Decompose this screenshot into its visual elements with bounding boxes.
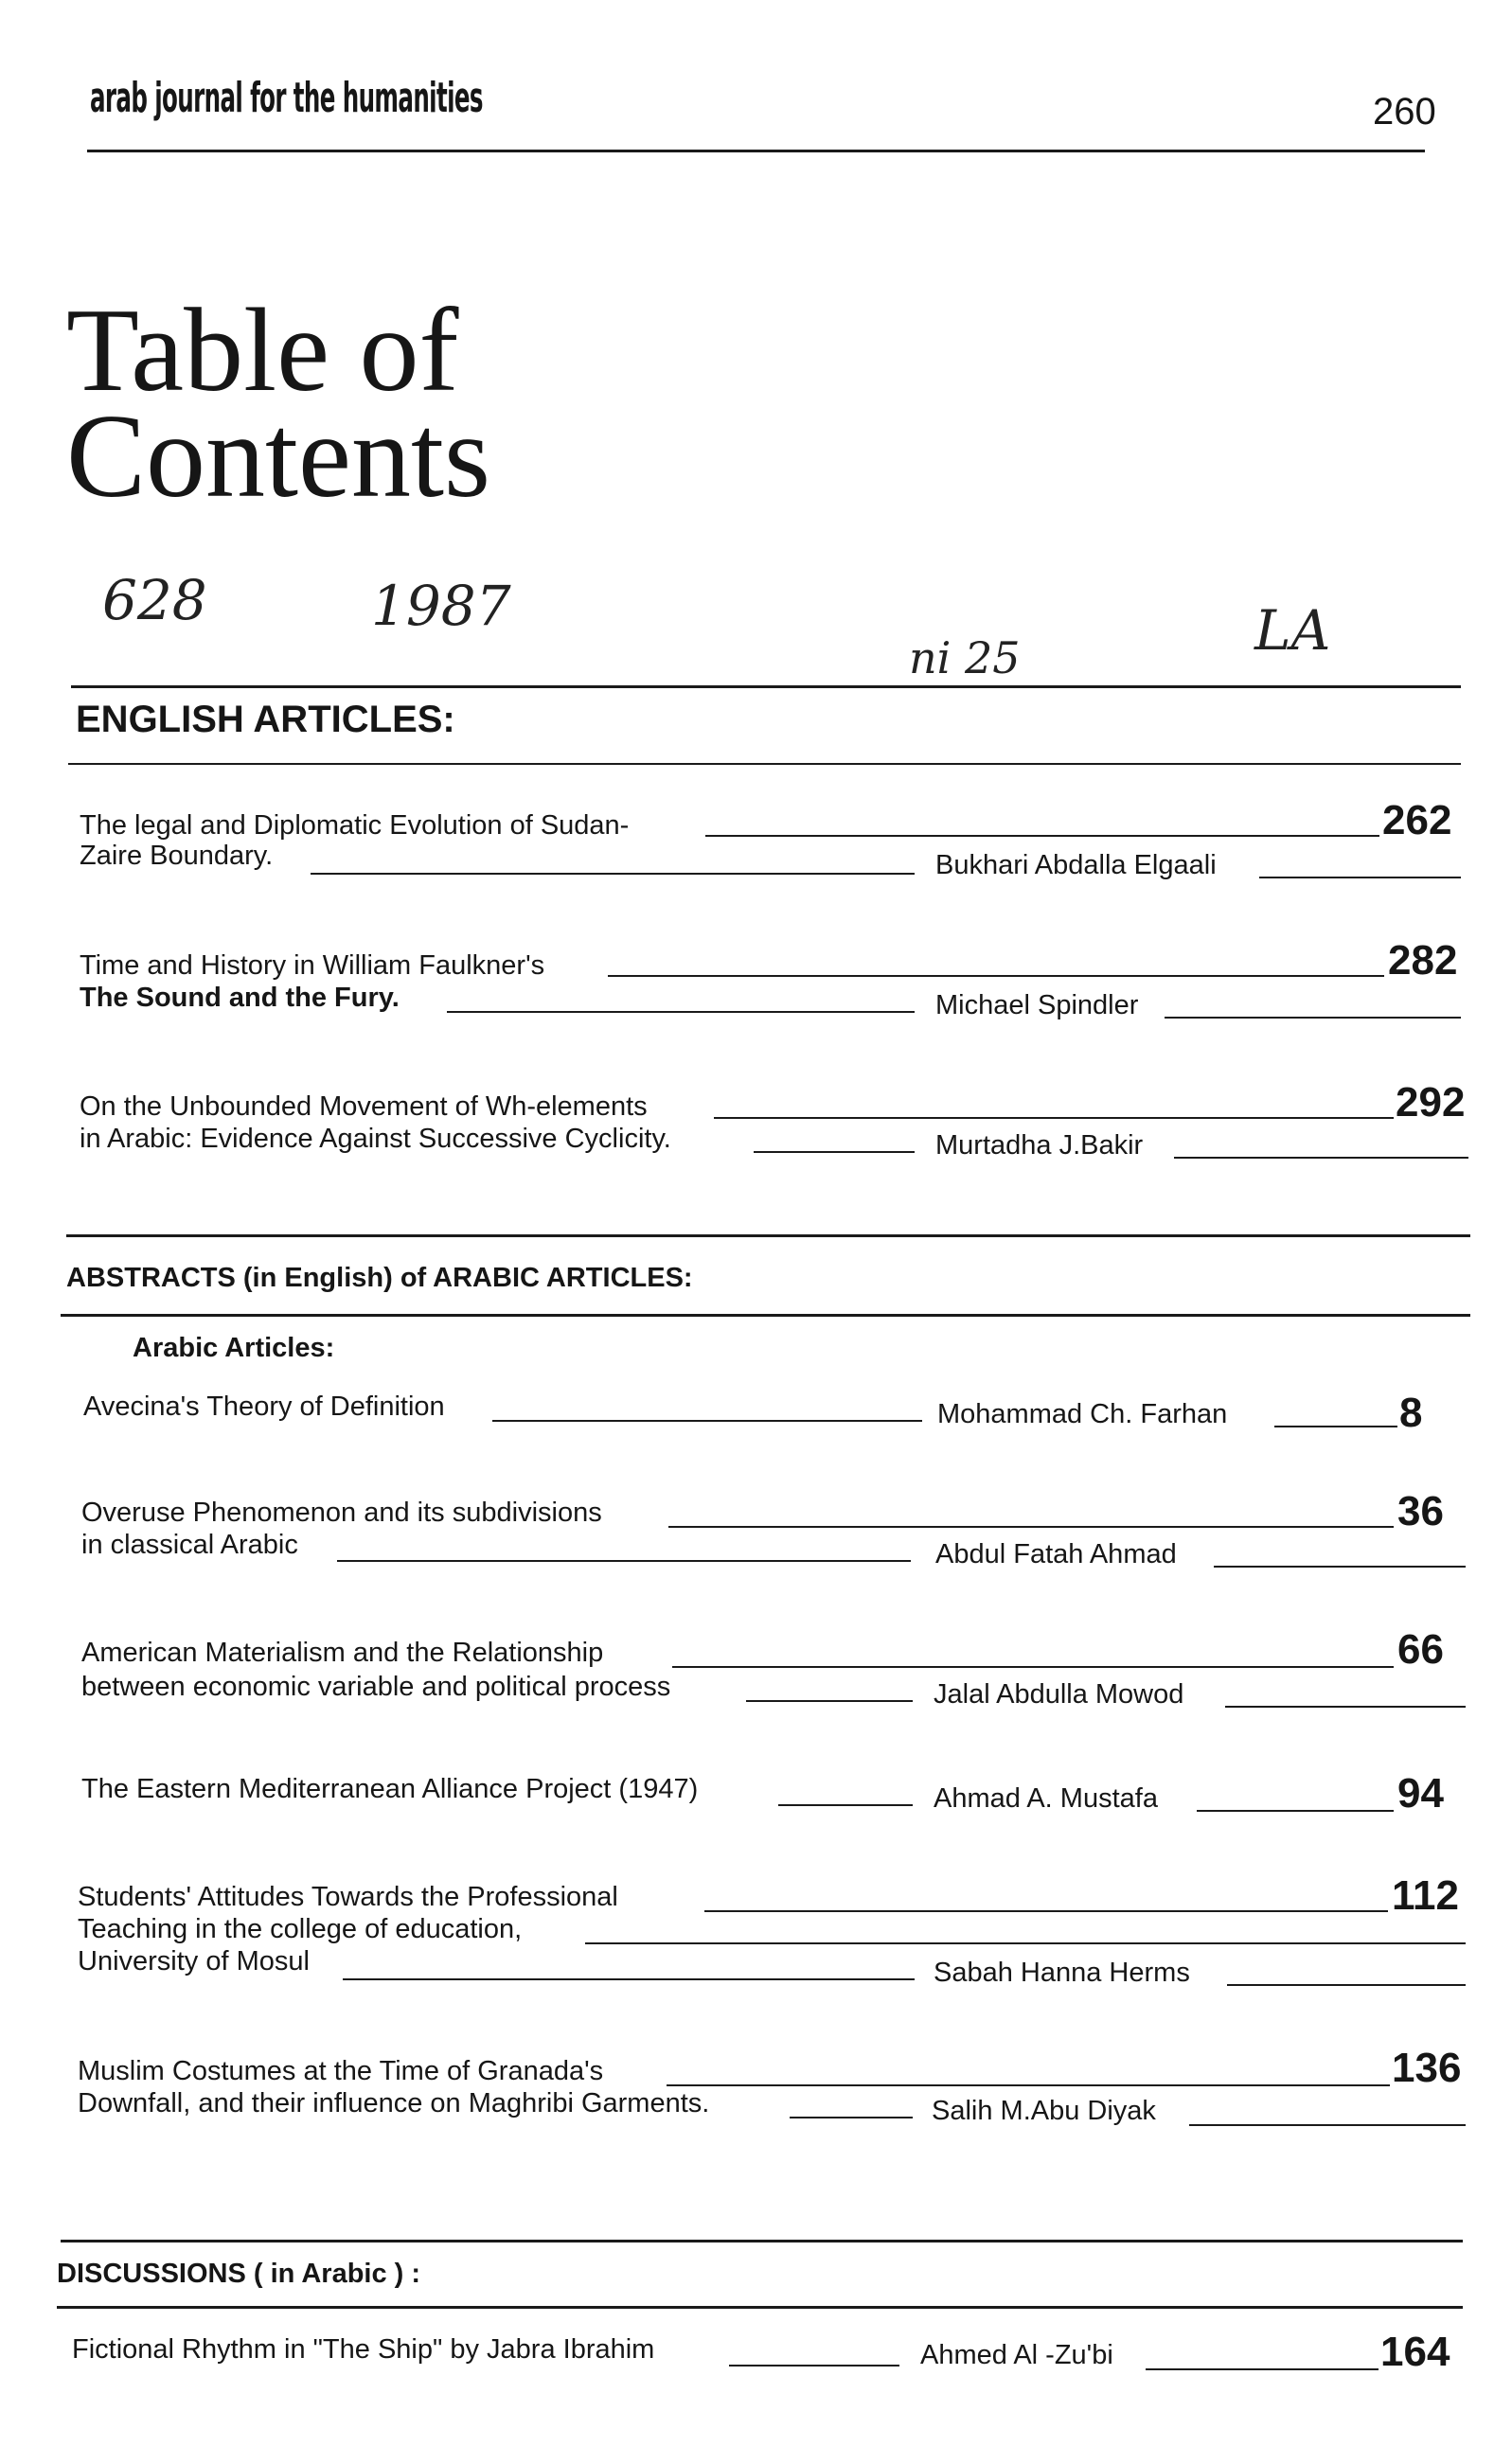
title-line-2: Contents bbox=[66, 391, 491, 523]
arabic-articles-subheading: Arabic Articles: bbox=[133, 1333, 335, 1363]
section-rule bbox=[66, 1234, 1470, 1237]
page-title bbox=[66, 285, 491, 523]
article-title: Students' Attitudes Towards the Professional bbox=[78, 1882, 618, 1912]
article-title: Time and History in William Faulkner's bbox=[80, 950, 545, 981]
article-title: Downfall, and their influence on Maghribi Garments. bbox=[78, 2088, 710, 2118]
article-author: Mohammad Ch. Farhan bbox=[937, 1399, 1228, 1429]
article-page: 8 bbox=[1399, 1390, 1423, 1436]
abstracts-heading: ABSTRACTS (in English) of ARABIC ARTICLES: bbox=[66, 1263, 693, 1293]
article-title: between economic variable and political process bbox=[81, 1672, 671, 1702]
leader-line bbox=[343, 1978, 915, 1980]
english-articles-heading: ENGLISH ARTICLES: bbox=[76, 699, 455, 740]
article-title: Overuse Phenomenon and its subdivisions bbox=[81, 1498, 602, 1528]
article-author: Abdul Fatah Ahmad bbox=[935, 1539, 1177, 1569]
article-author: Ahmed Al -Zu'bi bbox=[920, 2340, 1113, 2370]
leader-line bbox=[714, 1117, 1394, 1119]
article-page: 36 bbox=[1397, 1488, 1444, 1534]
leader-line bbox=[746, 1700, 913, 1702]
leader-line bbox=[1197, 1810, 1394, 1812]
article-title: The legal and Diplomatic Evolution of Sudan- bbox=[80, 810, 630, 841]
leader-line bbox=[1214, 1566, 1466, 1568]
handwritten-note: 628 bbox=[102, 568, 207, 632]
leader-line bbox=[704, 1910, 1388, 1912]
article-title: Zaire Boundary. bbox=[80, 841, 274, 871]
leader-line bbox=[1259, 877, 1461, 878]
article-title: in classical Arabic bbox=[81, 1530, 298, 1560]
leader-line bbox=[337, 1560, 911, 1562]
leader-line bbox=[1227, 1984, 1466, 1986]
leader-line bbox=[790, 2117, 913, 2118]
article-author: Bukhari Abdalla Elgaali bbox=[935, 850, 1217, 880]
leader-line bbox=[1274, 1426, 1397, 1427]
article-page: 66 bbox=[1397, 1626, 1444, 1673]
leader-line bbox=[672, 1666, 1394, 1668]
section-rule bbox=[57, 2306, 1463, 2309]
article-title: Teaching in the college of education, bbox=[78, 1914, 523, 1944]
article-title: Avecina's Theory of Definition bbox=[83, 1392, 445, 1422]
article-title: Muslim Costumes at the Time of Granada's bbox=[78, 2056, 604, 2086]
article-page: 94 bbox=[1397, 1770, 1444, 1817]
article-page: 292 bbox=[1396, 1079, 1466, 1126]
article-page: 164 bbox=[1380, 2329, 1450, 2375]
article-title: Fictional Rhythm in "The Ship" by Jabra Ibrahim bbox=[72, 2334, 655, 2365]
leader-line bbox=[1165, 1017, 1461, 1019]
leader-line bbox=[447, 1011, 915, 1013]
page-number: 260 bbox=[1373, 91, 1436, 133]
header-rule bbox=[87, 150, 1425, 152]
section-rule bbox=[61, 2240, 1463, 2242]
leader-line bbox=[754, 1151, 915, 1153]
leader-line bbox=[705, 835, 1379, 837]
article-page: 112 bbox=[1392, 1872, 1459, 1919]
article-title: American Materialism and the Relationship bbox=[81, 1638, 604, 1668]
title-line-1: Table of bbox=[66, 285, 459, 417]
article-title: The Eastern Mediterranean Alliance Project (1947) bbox=[81, 1774, 699, 1804]
leader-line bbox=[1225, 1706, 1466, 1708]
leader-line bbox=[311, 873, 915, 875]
article-author: Jalal Abdulla Mowod bbox=[934, 1679, 1184, 1710]
leader-line bbox=[1174, 1157, 1468, 1159]
article-author: Ahmad A. Mustafa bbox=[934, 1783, 1158, 1814]
leader-line bbox=[1189, 2124, 1466, 2126]
article-author: Sabah Hanna Herms bbox=[934, 1958, 1190, 1988]
journal-name: arab journal for the humanities bbox=[90, 74, 483, 122]
leader-line bbox=[667, 2084, 1390, 2086]
article-title: On the Unbounded Movement of Wh-elements bbox=[80, 1091, 648, 1122]
handwritten-note: ni 25 bbox=[909, 632, 1021, 683]
handwritten-note: 1987 bbox=[371, 574, 511, 638]
leader-line bbox=[668, 1526, 1394, 1528]
article-title: University of Mosul bbox=[78, 1946, 310, 1977]
handwritten-note: LA bbox=[1254, 598, 1331, 663]
article-page: 282 bbox=[1388, 937, 1458, 984]
section-rule bbox=[68, 763, 1461, 765]
article-page: 262 bbox=[1382, 797, 1452, 843]
article-title: in Arabic: Evidence Against Successive Cyclicity. bbox=[80, 1124, 671, 1154]
discussions-heading: DISCUSSIONS ( in Arabic ) : bbox=[57, 2259, 421, 2289]
article-author: Salih M.Abu Diyak bbox=[932, 2096, 1156, 2126]
section-rule bbox=[61, 1314, 1470, 1317]
leader-line bbox=[778, 1804, 913, 1806]
leader-line bbox=[1146, 2368, 1379, 2370]
article-title: The Sound and the Fury. bbox=[80, 983, 400, 1013]
leader-line bbox=[585, 1942, 1466, 1944]
section-rule bbox=[71, 685, 1461, 688]
leader-line bbox=[729, 2365, 899, 2367]
article-author: Murtadha J.Bakir bbox=[935, 1130, 1144, 1161]
leader-line bbox=[492, 1420, 922, 1422]
article-page: 136 bbox=[1392, 2045, 1462, 2091]
leader-line bbox=[608, 975, 1384, 977]
article-author: Michael Spindler bbox=[935, 990, 1139, 1020]
